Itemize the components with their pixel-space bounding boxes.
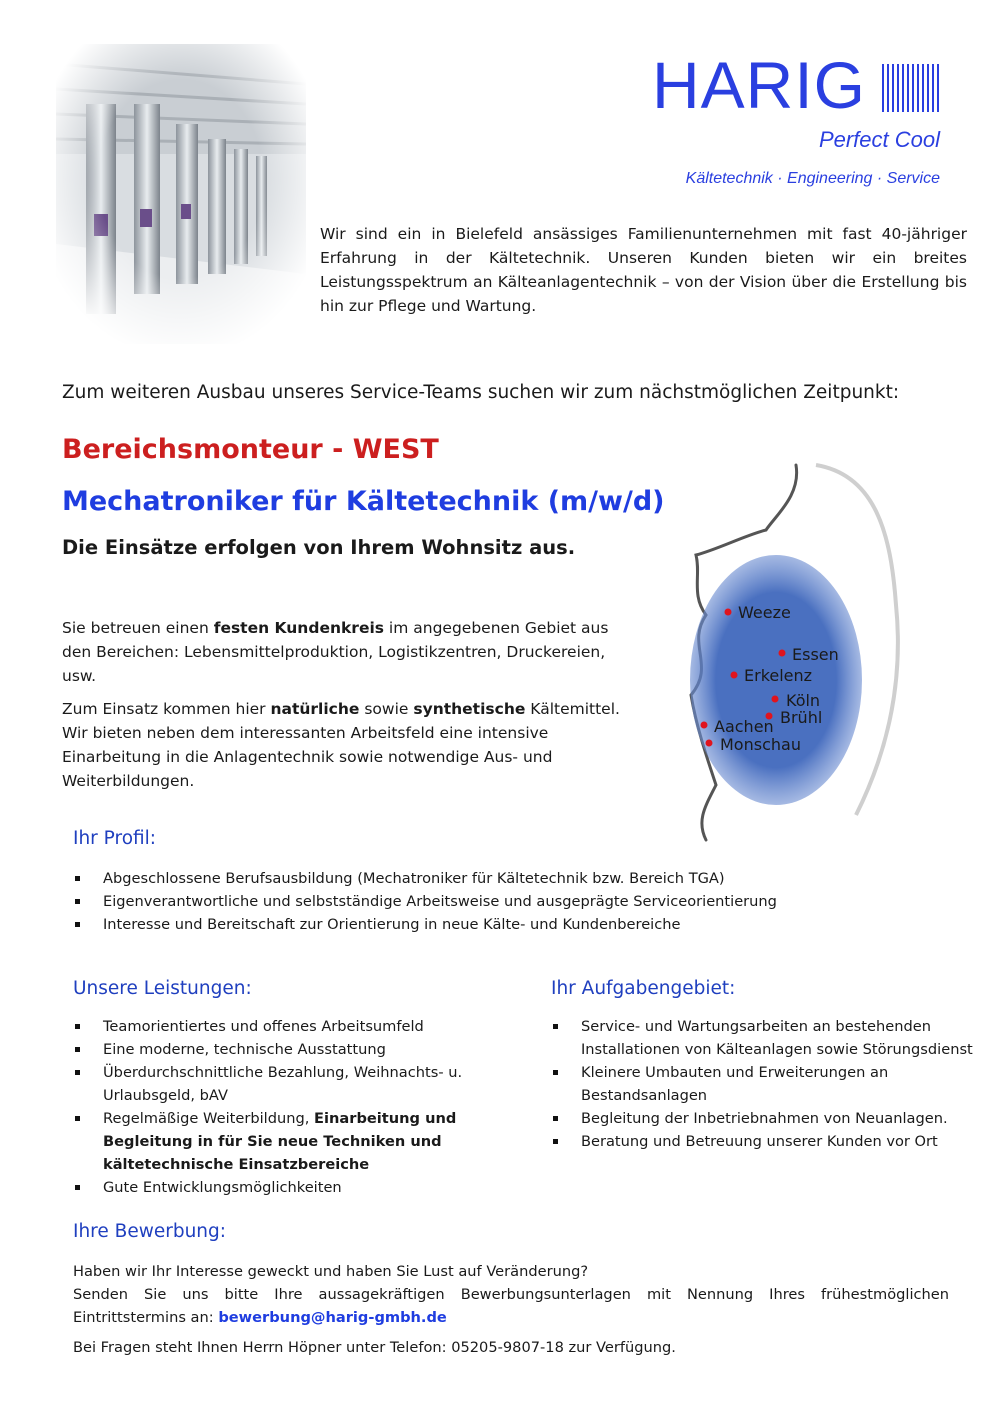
list-item: Interesse und Bereitschaft zur Orientierung in neue Kälte- und Kundenbereiche: [73, 913, 953, 936]
city-label: Brühl: [780, 708, 823, 727]
aufgaben-list: [551, 1015, 986, 1153]
logo-services: Kältetechnik · Engineering · Service: [685, 170, 940, 187]
list-item: Regelmäßige Weiterbildung, Einarbeitung und Begleitung in für Sie neue Techniken und kältetechnische Einsatzbereiche: [73, 1107, 543, 1176]
list-item: Teamorientiertes und offenes Arbeitsumfeld: [73, 1015, 543, 1038]
list-item: Service- und Wartungsarbeiten an bestehenden Installationen von Kälteanlagen sowie Störungsdienst: [551, 1015, 986, 1061]
city-label: Essen: [792, 645, 839, 664]
list-item: Eine moderne, technische Ausstattung: [73, 1038, 543, 1061]
paragraph-refrigerants: Zum Einsatz kommen hier natürliche sowie synthetische Kältemittel. Wir bieten neben dem interessanten Arbeitsfeld eine intensive Einarbeitung in die Anlagentechnik sowie notwendige Aus- und Weiterbildungen.: [62, 700, 620, 790]
list-item: Überdurchschnittliche Bezahlung, Weihnachts- u. Urlaubsgeld, bAV: [73, 1061, 543, 1107]
job-title-region: Bereichsmonteur - WEST: [62, 434, 439, 465]
list-item: Gute Entwicklungsmöglichkeiten: [73, 1176, 543, 1199]
leistungen-heading: Unsere Leistungen:: [73, 978, 252, 999]
job-subtitle: Die Einsätze erfolgen von Ihrem Wohnsitz aus.: [62, 536, 576, 559]
region-map: [676, 455, 916, 845]
bold-synthetic: synthetische: [413, 700, 526, 718]
profil-list: [73, 867, 953, 936]
logo-tagline: Perfect Cool: [818, 127, 940, 152]
bold-customers: festen Kundenkreis: [213, 619, 384, 637]
bewerbung-heading: Ihre Bewerbung:: [73, 1221, 227, 1242]
list-item: Abgeschlossene Berufsausbildung (Mechatroniker für Kältetechnik bzw. Bereich TGA): [73, 867, 953, 890]
leistungen-list: [73, 1015, 543, 1199]
company-intro: Wir sind ein in Bielefeld ansässiges Familienunternehmen mit fast 40-jähriger Erfahrung in der Kältetechnik. Unseren Kunden bieten wir ein breites Leistungsspektrum an Kälteanlagentechnik – von der Vision über die Erstellung bis hin zur Pflege und Wartung.: [320, 225, 967, 315]
job-title: Mechatroniker für Kältetechnik (m/w/d): [62, 486, 665, 517]
city-label: Monschau: [720, 735, 801, 754]
bewerbung-line1: Haben wir Ihr Interesse geweckt und haben Sie Lust auf Veränderung?: [73, 1263, 589, 1280]
city-label: Weeze: [738, 603, 791, 622]
lead-text: Zum weiteren Ausbau unseres Service-Teams suchen wir zum nächstmöglichen Zeitpunkt:: [62, 382, 900, 403]
city-label: Erkelenz: [744, 666, 813, 685]
paragraph-customers: Sie betreuen einen festen Kundenkreis im angegebenen Gebiet aus den Bereichen: Lebensmittelproduktion, Logistikzentren, Druckereien, usw.: [62, 619, 609, 685]
profil-heading: Ihr Profil:: [73, 828, 157, 849]
city-label: Aachen: [714, 717, 774, 736]
list-item: Eigenverantwortliche und selbstständige Arbeitsweise und ausgeprägte Serviceorientierung: [73, 890, 953, 913]
harig-logo-word: HARIG: [652, 48, 867, 122]
list-item: Begleitung der Inbetriebnahmen von Neuanlagen.: [551, 1107, 986, 1130]
city-label: Köln: [786, 691, 821, 710]
email-link[interactable]: bewerbung@harig-gmbh.de: [218, 1309, 447, 1326]
bewerbung-contact: Bei Fragen steht Ihnen Herrn Höpner unter Telefon: 05205-9807-18 zur Verfügung.: [73, 1339, 676, 1356]
bewerbung-line2: Senden Sie uns bitte Ihre aussagekräftigen Bewerbungsunterlagen mit Nennung Ihres frühestmöglichen Eintrittstermins an: bewerbung@harig-gmbh.de: [73, 1286, 949, 1326]
bold-natural: natürliche: [270, 700, 360, 718]
list-item: Beratung und Betreuung unserer Kunden vor Ort: [551, 1130, 986, 1153]
harig-logo-bars-icon: [882, 64, 940, 112]
aufgaben-heading: Ihr Aufgabengebiet:: [551, 978, 736, 999]
list-item: Kleinere Umbauten und Erweiterungen an Bestandsanlagen: [551, 1061, 986, 1107]
installation-photo: [56, 44, 306, 344]
